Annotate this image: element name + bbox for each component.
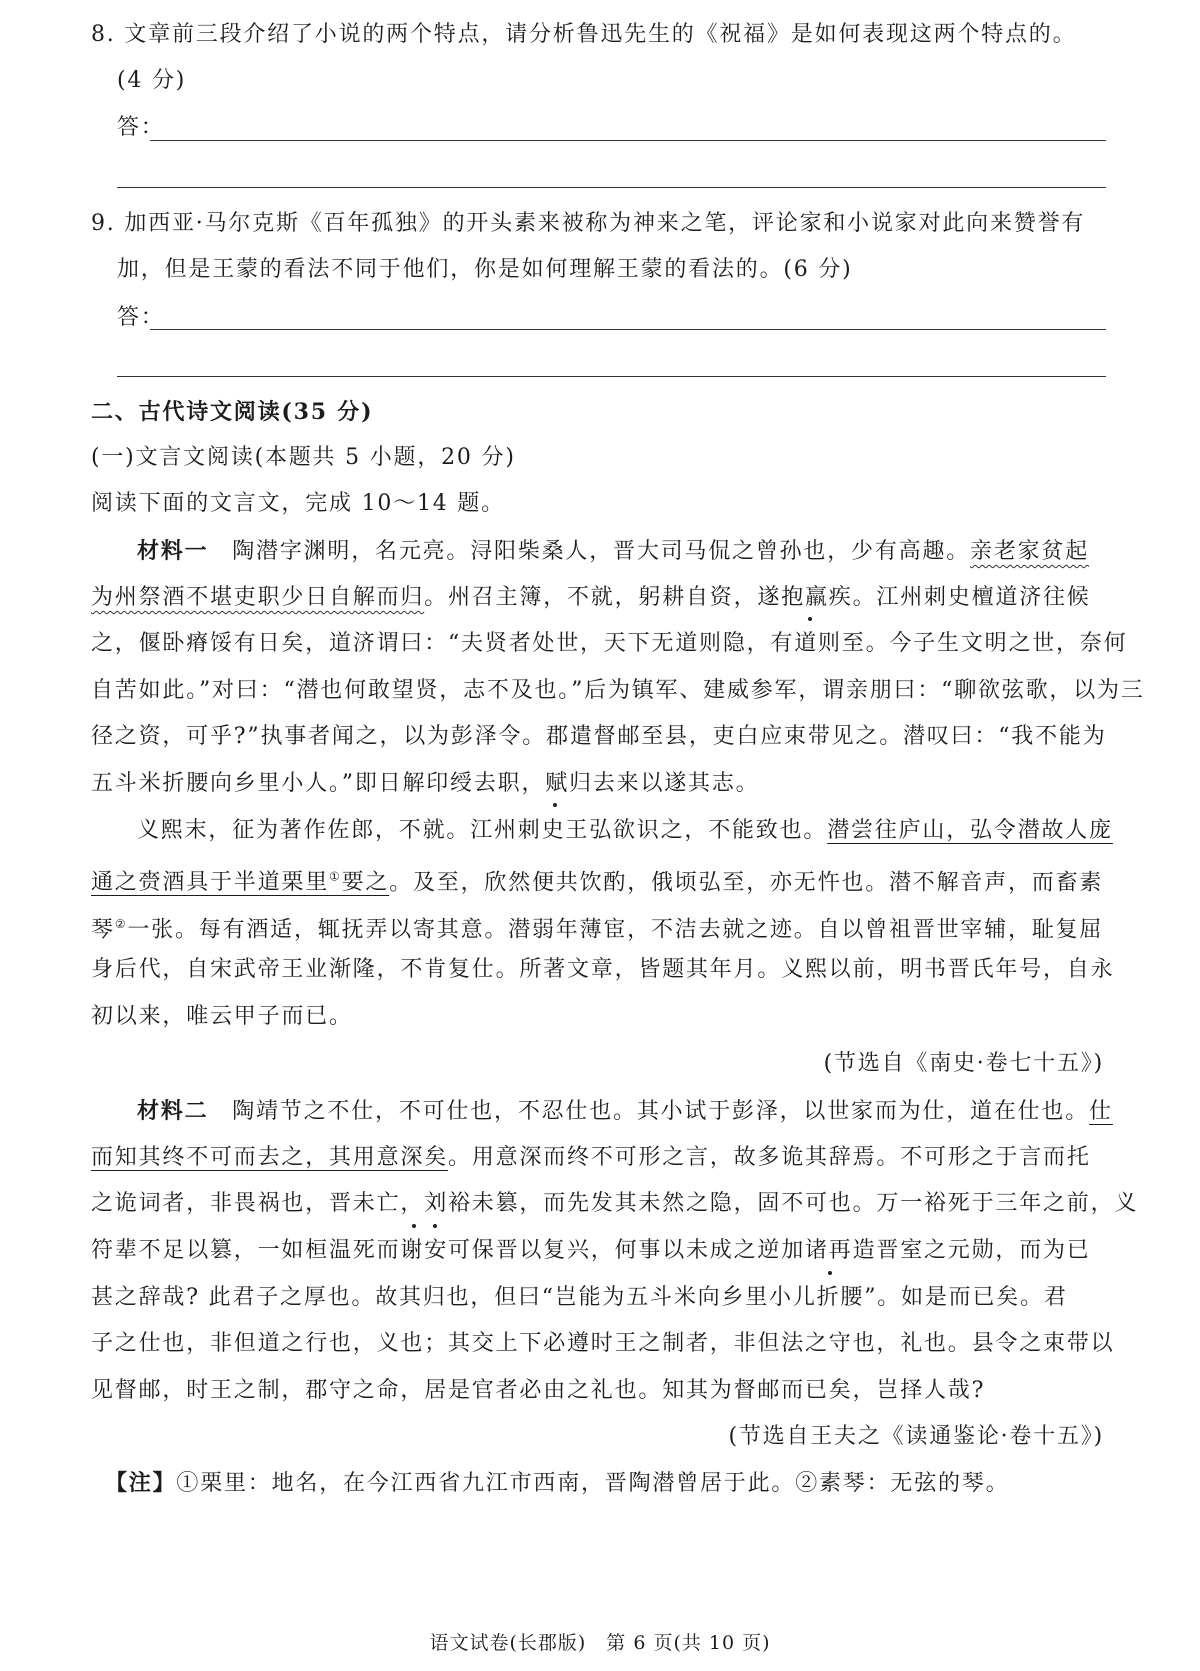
material-2-line: 见督邮，时王之制，郡守之命，居是官者必由之礼也。知其为督邮而已矣，岂择人哉? — [91, 1378, 986, 1403]
material-1-line: 径之资，可乎?”执事者闻之，以为彭泽令。郡遣督邮至县，吏白应束带见之。潜叹曰：“我不能为 — [91, 724, 1107, 749]
material-2-line: 材料二 陶靖节之不仕，不可仕也，不忍仕也。其小试于彭泽，以世家而为仕，道在仕也。仕 — [137, 1098, 1113, 1124]
page-footer: 语文试卷(长郡版) 第 6 页(共 10 页) — [429, 1632, 771, 1654]
section-heading: 二、古代诗文阅读(35 分) — [91, 399, 374, 425]
emphasis-dot — [412, 1224, 416, 1228]
question-8-text: 8. 文章前三段介绍了小说的两个特点，请分析鲁迅先生的《祝福》是如何表现这两个特点的。 — [91, 22, 1077, 47]
wavy-underlined-sentence: 亲老家贫起 — [970, 539, 1090, 564]
material-2-line: 符辈不足以篡，一如桓温死而谢安可保晋以复兴，何事以未成之逆加诸再造晋室之元勋，而为已 — [91, 1238, 1091, 1263]
material-1-line: 身后代，自宋武帝王业渐隆，不肯复仕。所著文章，皆题其年月。义熙以前，明书晋氏年号，自永 — [91, 957, 1115, 982]
material-1-label: 材料一 — [137, 538, 209, 564]
underlined-sentence: 而知其终不可而去之，其用意深矣 — [91, 1145, 449, 1170]
answer-line[interactable] — [117, 376, 1106, 377]
question-8-answer-label: 答： — [117, 115, 165, 140]
material-2-source: (节选自王夫之《读通鉴论·卷十五》) — [728, 1424, 1104, 1449]
material-1-line: 之，偃卧瘠馁有日矣，道济谓曰：“夫贤者处世，天下无道则隐，有道则至。今子生文明之世，奈何 — [91, 631, 1128, 656]
material-2-line: 甚之辞哉? 此君子之厚也。故其归也，但曰“岂能为五斗米向乡里小儿折腰”。如是而已矣。君 — [91, 1285, 1068, 1310]
material-1-line: 材料一 陶潜字渊明，名元亮。浔阳柴桑人，晋大司马侃之曾孙也，少有高趣。亲老家贫起 — [137, 538, 1090, 564]
footnote-label: 【注】 — [105, 1470, 177, 1496]
wavy-underlined-sentence: 为州祭酒不堪吏职少日自解而归 — [91, 585, 425, 610]
material-2-line: 子之仕也，非但道之行也，义也；其交上下必遵时王之制者，非但法之守也，礼也。县令之束带以 — [91, 1331, 1115, 1356]
emphasis-dot — [808, 617, 812, 621]
emphasis-dot — [553, 803, 557, 807]
material-2-line: 之诡词者，非畏祸也，晋未亡，刘裕未篡，而先发其未然之隐，固不可也。万一裕死于三年之前，义 — [91, 1191, 1139, 1216]
underlined-sentence: 通之赍酒具于半道栗里①要之 — [91, 870, 390, 896]
emphasis-dot — [828, 1271, 832, 1275]
material-1-line: 琴②一张。每有酒适，辄抚弄以寄其意。潜弱年薄宦，不洁去就之迹。自以曾祖晋世宰辅，耻复屈 — [91, 917, 1104, 943]
underlined-sentence: 仕 — [1089, 1099, 1113, 1124]
material-1-line: 初以来，唯云甲子而已。 — [91, 1004, 353, 1029]
material-1-line: 通之赍酒具于半道栗里①要之。及至，欣然便共饮酌，俄顷弘至，亦无忤也。潜不解音声，而畜素 — [91, 870, 1104, 896]
subsection-heading: (一)文言文阅读(本题共 5 小题，20 分) — [91, 445, 516, 470]
answer-line[interactable] — [117, 187, 1106, 188]
question-9-text-cont: 加，但是王蒙的看法不同于他们，你是如何理解王蒙的看法的。(6 分) — [117, 257, 853, 282]
answer-line[interactable] — [150, 140, 1106, 141]
material-1-line: 义熙末，征为著作佐郎，不就。江州刺史王弘欲识之，不能致也。潜尝往庐山，弘令潜故人庞 — [137, 818, 1113, 843]
material-1-line: 为州祭酒不堪吏职少日自解而归。州召主簿，不就，躬耕自资，遂抱羸疾。江州刺史檀道济往候 — [91, 585, 1091, 610]
question-9-answer-label: 答： — [117, 305, 165, 330]
material-1-line: 五斗米折腰向乡里小人。”即日解印绶去职，赋归去来以遂其志。 — [91, 771, 760, 796]
footnote-marker: ② — [114, 917, 128, 931]
answer-line[interactable] — [150, 329, 1106, 330]
material-2-label: 材料二 — [137, 1098, 209, 1124]
emphasis-dot — [433, 1224, 437, 1228]
question-8-points: (4 分) — [117, 68, 187, 93]
material-1-line: 自苦如此。”对曰：“潜也何敢望贤，志不及也。”后为镇军、建威参军，谓亲朋曰：“聊欲弦歌，以为三 — [91, 678, 1145, 703]
material-2-line: 而知其终不可而去之，其用意深矣。用意深而终不可形之言，故多诡其辞焉。不可形之于言而托 — [91, 1145, 1091, 1170]
footnote-marker: ① — [329, 870, 342, 884]
underlined-sentence: 潜尝往庐山，弘令潜故人庞 — [827, 818, 1113, 843]
question-9-text: 9. 加西亚·马尔克斯《百年孤独》的开头素来被称为神来之笔，评论家和小说家对此向来赞誉有 — [91, 211, 1086, 236]
material-1-source: (节选自《南史·卷七十五》) — [823, 1051, 1104, 1076]
footnote: 【注】①栗里：地名，在今江西省九江市西南，晋陶潜曾居于此。②素琴：无弦的琴。 — [105, 1470, 1010, 1496]
reading-instruction: 阅读下面的文言文，完成 10～14 题。 — [91, 491, 505, 516]
